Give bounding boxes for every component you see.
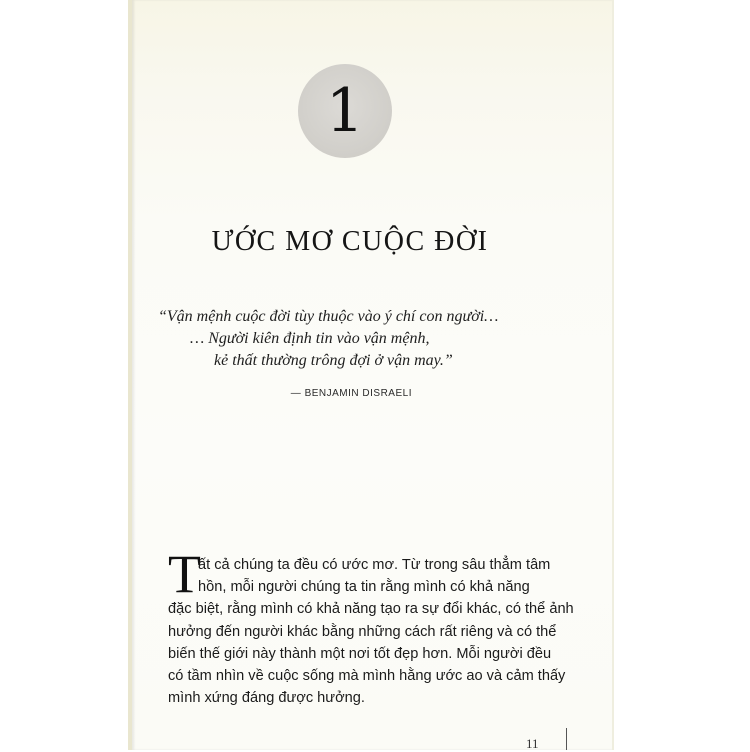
body-paragraph <box>168 554 574 709</box>
body-line: có tầm nhìn về cuộc sống mà mình hằng ước ao và cảm thấy <box>168 668 566 685</box>
body-line: ất cả chúng ta đều có ước mơ. Từ trong sâu thẳm tâm <box>198 557 551 573</box>
epigraph-line: … Người kiên định tin vào vận mệnh, <box>190 330 430 347</box>
page-number-rule <box>566 728 567 750</box>
body-line: đặc biệt, rằng mình có khả năng tạo ra sự đổi khác, có thể ảnh <box>168 601 574 618</box>
epigraph-quote <box>150 306 536 372</box>
body-line: hồn, mỗi người chúng ta tin rằng mình có khả năng <box>198 579 530 596</box>
page-outer-edge <box>612 0 614 750</box>
body-line: biến thế giới này thành một nơi tốt đẹp hơn. Mỗi người đều <box>168 645 552 662</box>
body-line: mình xứng đáng được hưởng. <box>168 690 365 707</box>
epigraph-attribution: — BENJAMIN DISRAELI <box>290 388 412 399</box>
epigraph-line: “Vận mệnh cuộc đời tùy thuộc vào ý chí con người… <box>158 308 499 325</box>
drop-cap-letter: T <box>168 544 201 604</box>
page-number: 11 <box>526 736 539 751</box>
epigraph-line: kẻ thất thường trông đợi ở vận may.” <box>214 352 453 369</box>
chapter-title: ƯỚC MƠ CUỘC ĐỜI <box>211 226 489 257</box>
body-line: hưởng đến người khác bằng những cách rất riêng và có thể <box>168 623 557 640</box>
chapter-number: 1 <box>325 76 365 146</box>
